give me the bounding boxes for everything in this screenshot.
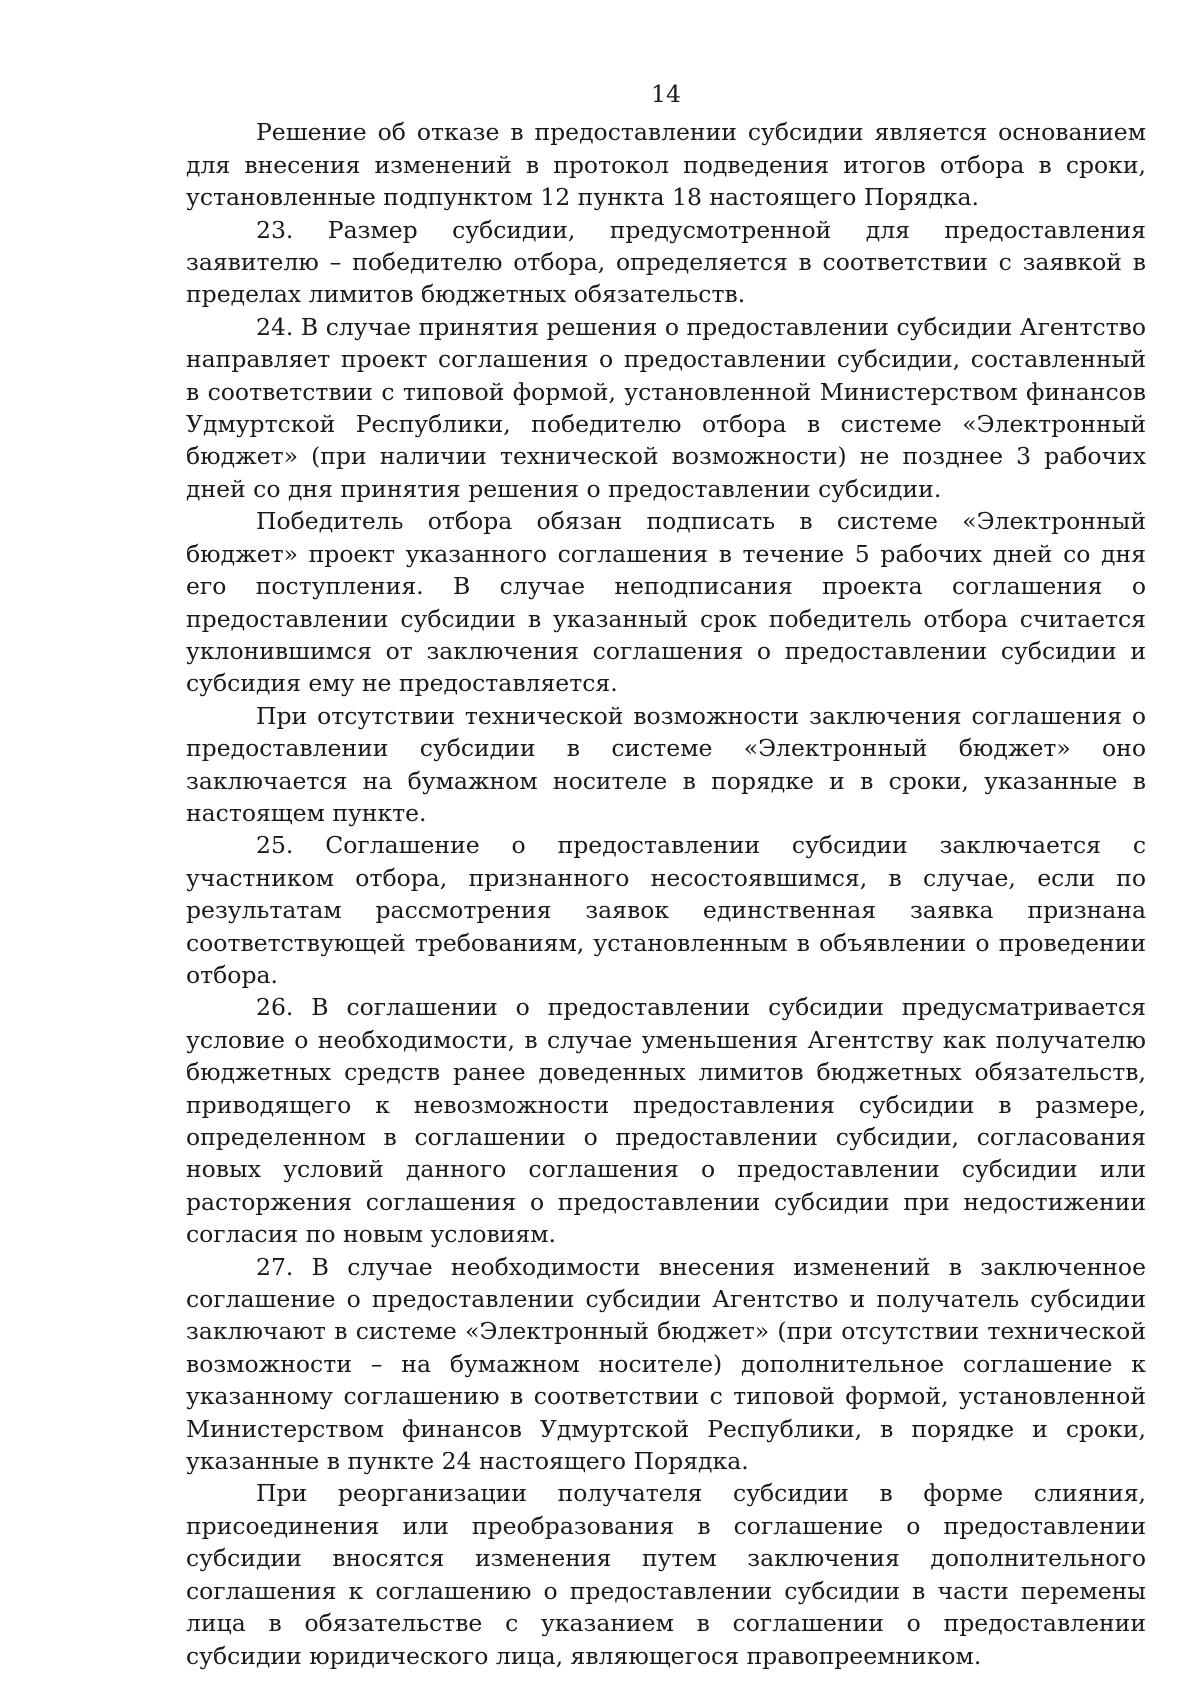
paragraph-24: 24. В случае принятия решения о предоставлении субсидии Агентство направляет проект соглашения о предоставлении субсидии, составленный в соответствии с типовой формой, установленной Министерством финансов Удмуртской Республики, победителю отбора в системе «Электронный бюджет» (при наличии технической возможности) не позднее 3 рабочих дней со дня принятия решения о предоставлении субсидии. <box>186 312 1146 503</box>
paragraph-26: 26. В соглашении о предоставлении субсидии предусматривается условие о необходимости, в случае уменьшения Агентству как получателю бюджетных средств ранее доведенных лимитов бюджетных обязательств, приводящего к невозможности предоставления субсидии в размере, определенном в соглашении о предоставлении субсидии, согласования новых условий данного соглашения о предоставлении субсидии или расторжения соглашения о предоставлении субсидии при недостижении согласия по новым условиям. <box>186 993 1146 1249</box>
paragraph-27: 27. В случае необходимости внесения изменений в заключенное соглашение о предоставлении субсидии Агентство и получатель субсидии заключают в системе «Электронный бюджет» (при отсутствии технической возможности – на бумажном носителе) дополнительное соглашение к указанному соглашению в соответствии с типовой формой, установленной Министерством финансов Удмуртской Республики, в порядке и сроки, указанные в пункте 24 настоящего Порядка. <box>186 1252 1146 1476</box>
paragraph-25: 25. Соглашение о предоставлении субсидии заключается с участником отбора, признанного несостоявшимся, в случае, если по результатам рассмотрения заявок единственная заявка признана соответствующей требованиям, установленным в объявлении о проведении отбора. <box>186 831 1146 989</box>
paragraph-24-signing: Победитель отбора обязан подписать в системе «Электронный бюджет» проект указанного соглашения в течение 5 рабочих дней со дня его поступления. В случае неподписания проекта соглашения о предоставлении субсидии в указанный срок победитель отбора считается уклонившимся от заключения соглашения о предоставлении субсидии и субсидия ему не предоставляется. <box>186 507 1146 698</box>
page-number: 14 <box>651 80 681 108</box>
paragraph-27-reorganization: При реорганизации получателя субсидии в форме слияния, присоединения или преобразования в соглашение о предоставлении субсидии вносятся изменения путем заключения дополнительного соглашения к соглашению о предоставлении субсидии в части перемены лица в обязательстве с указанием в соглашении о предоставлении субсидии юридического лица, являющегося правопреемником. <box>186 1479 1146 1670</box>
paragraph-24-paper: При отсутствии технической возможности заключения соглашения о предоставлении субсидии в системе «Электронный бюджет» оно заключается на бумажном носителе в порядке и в сроки, указанные в настоящем пункте. <box>186 701 1146 827</box>
paragraph-23: 23. Размер субсидии, предусмотренной для предоставления заявителю – победителю отбора, определяется в соответствии с заявкой в пределах лимитов бюджетных обязательств. <box>186 215 1146 309</box>
paragraph-refusal-decision: Решение об отказе в предоставлении субсидии является основанием для внесения изменений в протокол подведения итогов отбора в сроки, установленные подпунктом 12 пункта 18 настоящего Порядка. <box>186 118 1146 212</box>
